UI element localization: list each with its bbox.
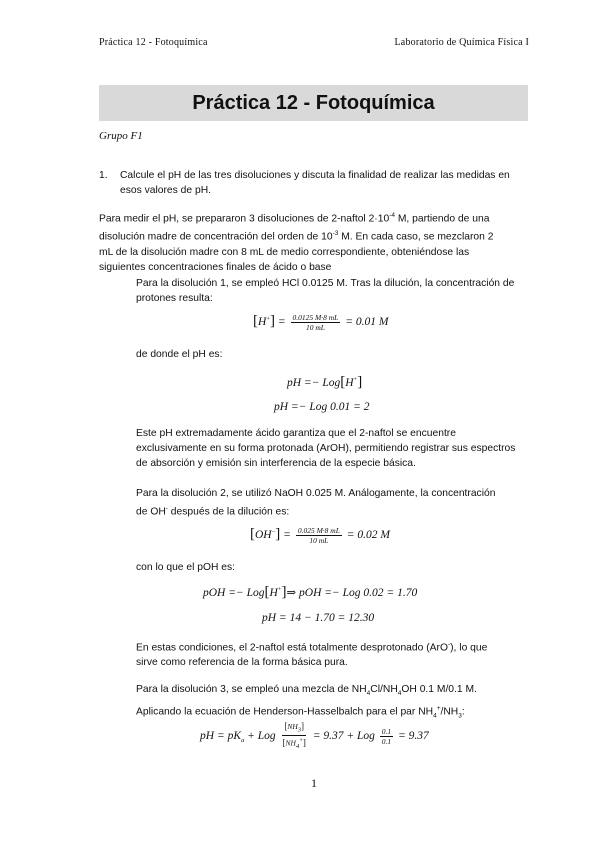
header-right: Laboratorio de Química Física I [394,37,529,48]
sol1-equation-3: pH =− Log 0.01 = 2 [274,401,370,413]
page-number: 1 [311,776,317,790]
page-title: Práctica 12 - Fotoquímica [192,91,435,114]
sol1-paragraph-2: de donde el pH es: [136,349,223,360]
sol1-paragraph-3: Este pH extremadamente ácido garantiza que el 2-naftol se encuentre exclusivamente en su forma protonada (ArOH), permitiendo registrar sus espectros de absorción y emisión sin interferencia de la especie básica. [136,428,516,469]
question-number: 1. [99,170,108,181]
sol2-paragraph-2: con lo que el pOH es: [136,562,236,573]
sol1-paragraph-1: Para la disolución 1, se empleó HCl 0.0125 M. Tras la dilución, la concentración de protones resulta: [136,278,515,304]
question-text: Calcule el pH de las tres disoluciones y discuta la finalidad de realizar las medidas en esos valores de pH. [120,170,510,196]
sol1-equation-2: pH =− Log[H+] [287,374,363,390]
sol2-paragraph-3: En estas condiciones, el 2-naftol está totalmente desprotonado (ArO-), lo que sirve como referencia de la forma básica pura. [136,641,488,669]
sol2-equation-3: pH = 14 − 1.70 = 12.30 [262,612,375,624]
sol2-paragraph-1: Para la disolución 2, se utilizó NaOH 0.025 M. Análogamente, la concentración de OH- después de la dilución es: [136,488,496,518]
sol3-equation: pH = $pK_a$ + Log $\frac{[NH_3]}{[NH_4^+]}$ = 9.37 + Log $\frac{0.1}{0.1}$ = 9.37 [200,721,429,750]
title-banner [99,85,528,121]
sol1-equation-1: [H+] = $\frac{0.0125 M\cdot 8 mL}{10 mL}$ = 0.01 M [253,313,389,332]
intro-paragraph: Para medir el pH, se prepararon 3 disoluciones de 2-naftol $2\cdot 10^{-4}$ M, partiendo de una disolución madre de concentración del orden de $10^{-3}$ M. En cada caso, se mezclaron 2 mL de la disolución madre con 8 mL de medio correspondiente, obteniéndose las siguientes concentraciones finales de ácido o base [99,212,494,273]
sol3-paragraph-1: Para la disolución 3, se empleó una mezcla de $NH_4Cl/NH_4OH$ 0.1 M/0.1 M. Aplicando la ecuación de Henderson-Hasselbalch para el par $NH_4^+/NH_3$: [136,684,477,720]
group-label: Grupo F1 [99,130,143,142]
header-left: Práctica 12 - Fotoquímica [99,37,208,48]
sol2-equation-2: pOH =− Log[H+]⇒ pOH =− Log 0.02 = 1.70 [203,584,418,600]
sol2-equation-1: [OH−] = $\frac{0.025 M\cdot 8 mL}{10 mL}$ = 0.02 M [250,526,390,545]
